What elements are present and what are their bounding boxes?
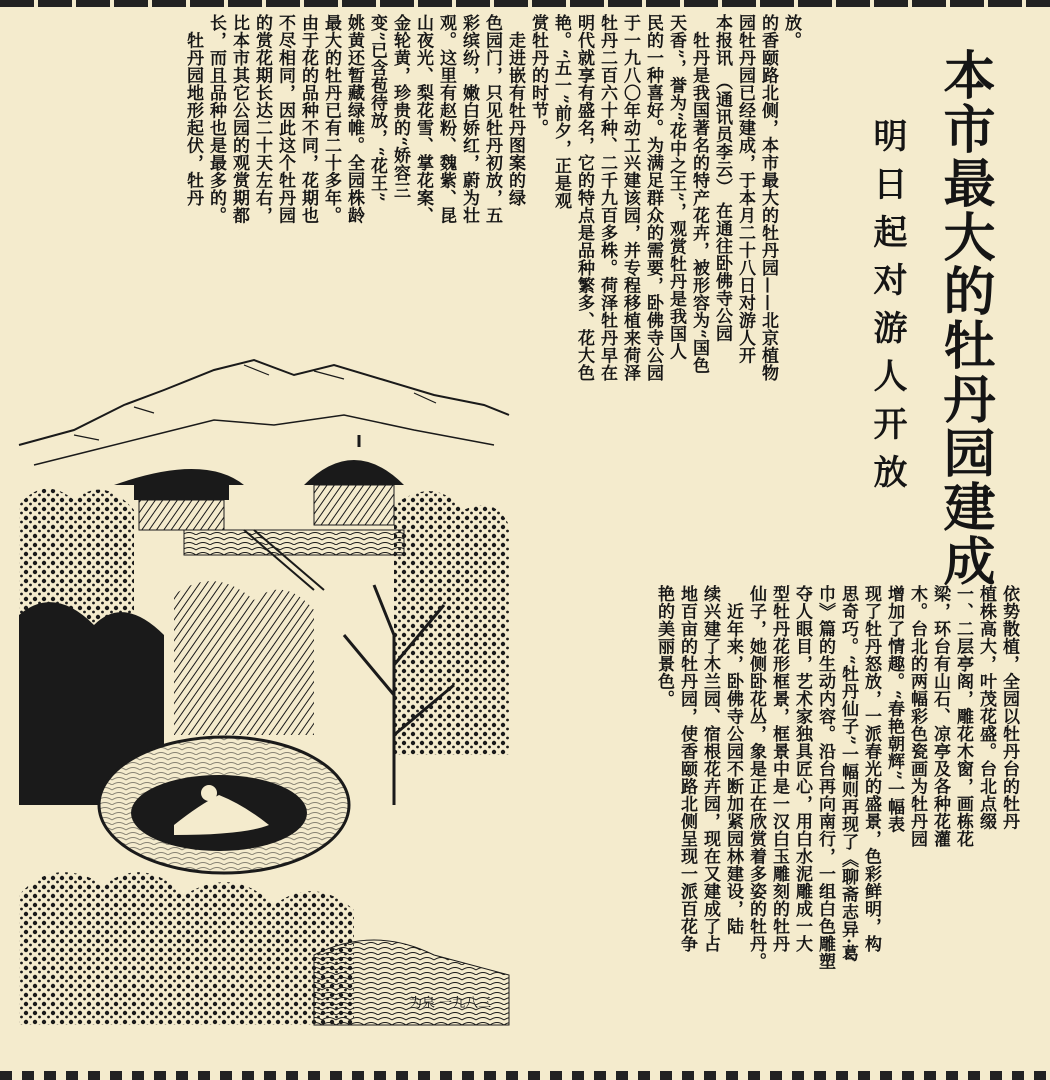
headline: 本市最大的牡丹园建成 [934,48,994,588]
pavilion-drawing [114,435,404,590]
artist-signature: 为泉 一九八三 [409,996,492,1011]
subheadline: 明日起对游人开放 [867,118,907,502]
peony-sculpture-frame [99,737,349,873]
article-body-lower: 依势散植，全园以牡丹台的牡丹 植株高大，叶茂花盛。台北点缀 一、二层亭阁，雕花木窗，画栋花 梁，环台有山石、凉亭及各种花灌 木。台北的两幅彩色瓷画为牡丹园 增加了情趣。“春艳朝辉”一幅表 现了牡丹怒放，一派春光的盛景，色彩鲜明，构 思奇巧。“牡丹仙子”一幅则再现了《聊斋志异·葛 巾》篇的生动内容。沿台再向南行，一组白色雕塑 夺人眼目，艺术家独具匠心，用白水泥雕成一大 型牡丹花形框景，框景中是一汉白玉雕刻的牡丹 仙子，她侧卧花丛，象是正在欣赏着多姿的牡丹。 近年来，卧佛寺公园不断加紧园林建设，陆 续兴建了木兰园、宿根花卉园，现在又建成了占 地百亩的牡丹园，使香颐路北侧呈现一派百花争 艳的美丽景色。 [654,585,1019,970]
peony-garden-illustration [14,335,514,1035]
top-border-rule [0,0,1050,7]
bottom-border-rule [0,1071,1050,1080]
article-body-upper: 放。 的香颐路北侧，本市最大的牡丹园——北京植物 园牡丹园已经建成，于本月二十八日对游人开 本报讯 （通讯员李云） 在通往卧佛寺公园 牡丹是我国著名的特产花卉，被形容为“国色 天香”，誉为“花中之王”，观赏牡丹是我国人 民的一种喜好。为满足群众的需要，卧佛寺公园 于一九八〇年动工兴建该园，并专程移植来荷泽 牡丹二百六十种、二千九百多株。荷泽牡丹早在 明代就享有盛名，它的特点是品种繁多、花大色 艳。“五一”前夕，正是观 赏牡丹的时节。 走进嵌有牡丹图案的绿 色园门，只见牡丹初放，五 彩缤纷，嫩白娇红，蔚为壮 观。这里有赵粉、魏紫、昆 山夜光、梨花雪、掌花案、 金轮黄，珍贵的“娇容三 变”已含苞待放，“花王” 姚黄还暂藏绿帷。全园株龄 最大的牡丹已有二十多年。 由于花的品种不同，花期也 不尽相同，因此这个牡丹园 的赏花期长达二十天左右， 比本市其它公园的观赏期都 长，而且品种也是最多的。 牡丹园地形起伏，牡丹 [183,14,801,382]
